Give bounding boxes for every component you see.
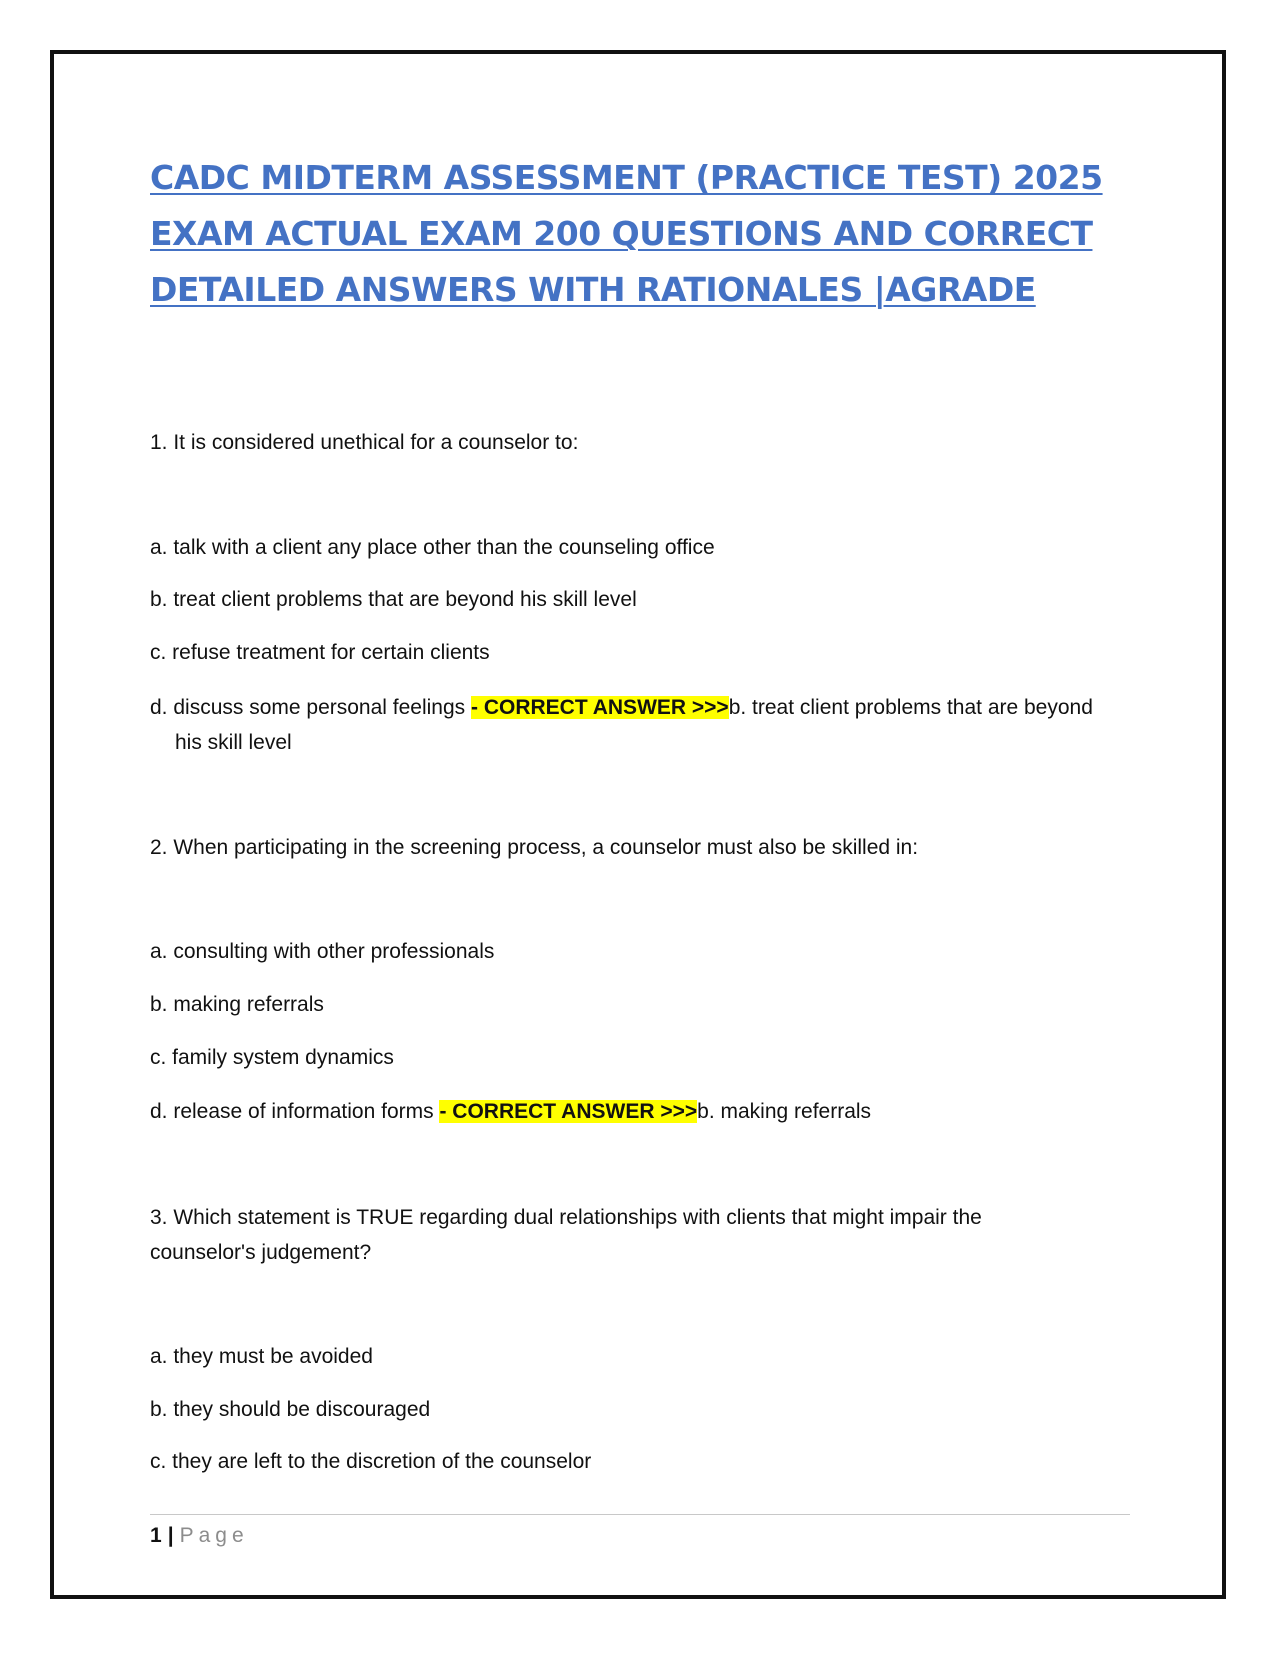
option-d xyxy=(150,690,1105,760)
option-b: b. treat client problems that are beyond his skill level xyxy=(150,588,637,611)
option-b: b. they should be discouraged xyxy=(150,1398,431,1421)
question-text: 3. Which statement is TRUE regarding dual relationships with clients that might impair the counselor's judgement? xyxy=(150,1206,982,1264)
correct-answer-label: - CORRECT ANSWER >>> xyxy=(471,696,729,719)
option-text: d. discuss some personal feelings xyxy=(150,696,466,719)
page-footer xyxy=(150,1521,249,1551)
option-text: d. release of information forms xyxy=(150,1100,434,1123)
page-label: Page xyxy=(179,1524,249,1547)
option-c: c. family system dynamics xyxy=(150,1046,394,1069)
option-c: c. they are left to the discretion of the counselor xyxy=(150,1450,592,1473)
footer-divider xyxy=(150,1514,1130,1515)
footer-separator: | xyxy=(167,1524,174,1547)
correct-answer-label: - CORRECT ANSWER >>> xyxy=(439,1100,698,1123)
option-a: a. they must be avoided xyxy=(150,1345,373,1368)
correct-answer-text: b. making referrals xyxy=(697,1100,872,1123)
page-number: 1 xyxy=(150,1524,162,1547)
option-c: c. refuse treatment for certain clients xyxy=(150,641,490,664)
option-a: a. consulting with other professionals xyxy=(150,940,495,963)
option-d xyxy=(150,1094,1105,1129)
option-b: b. making referrals xyxy=(150,993,324,1016)
option-a: a. talk with a client any place other than the counseling office xyxy=(150,536,715,559)
question-text: 2. When participating in the screening process, a counselor must also be skilled in: xyxy=(150,836,919,859)
question-text: 1. It is considered unethical for a counselor to: xyxy=(150,431,579,454)
document-body xyxy=(150,150,1130,318)
document-title: CADC MIDTERM ASSESSMENT (PRACTICE TEST) 2025 EXAM ACTUAL EXAM 200 QUESTIONS AND CORRECT DETAILED ANSWERS WITH RATIONALES |AGRADE xyxy=(150,158,1103,309)
correct-answer-text: b. treat client problems that are beyond his skill level xyxy=(175,696,1093,754)
